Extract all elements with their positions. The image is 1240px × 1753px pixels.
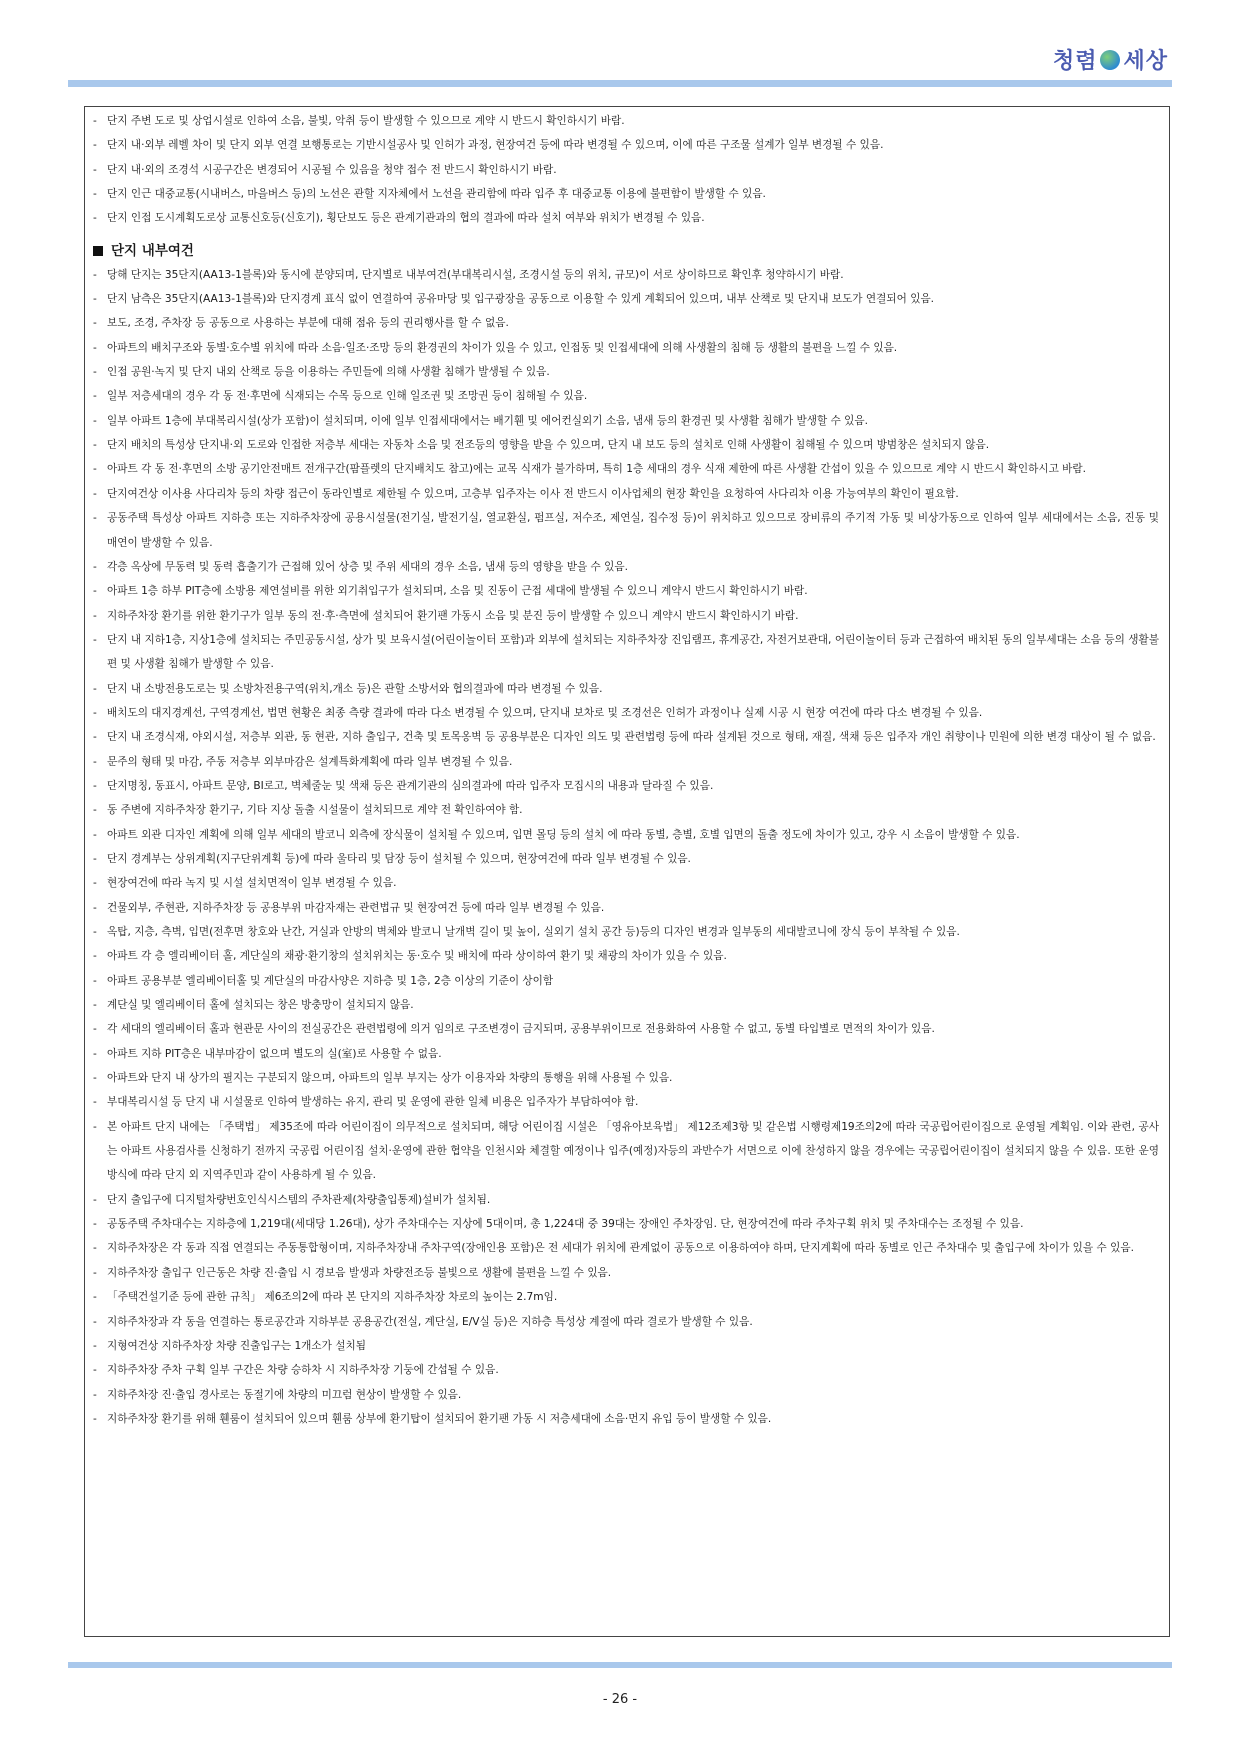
list-item: - 건물외부, 주현관, 지하주차장 등 공용부위 마감자재는 관련법규 및 현장여건 등에 따라 일부 변경될 수 있음. (93, 896, 1159, 920)
top-item-list (93, 109, 1159, 231)
list-item: - 단지 내·외부 레벨 차이 및 단지 외부 연결 보행통로는 기반시설공사 및 인허가 과정, 현장여건 등에 따라 변경될 수 있으며, 이에 따른 구조물 설계가 일부 변경될 수 있음. (93, 133, 1159, 157)
list-item: - 단지 인근 대중교통(시내버스, 마을버스 등)의 노선은 관할 지자체에서 노선을 관리함에 따라 입주 후 대중교통 이용에 불편함이 발생할 수 있음. (93, 182, 1159, 206)
square-bullet-icon (93, 246, 103, 256)
list-item: - 아파트와 단지 내 상가의 필지는 구분되지 않으며, 아파트의 일부 부지는 상가 이용자와 차량의 통행을 위해 사용될 수 있음. (93, 1066, 1159, 1090)
list-item: - 단지 인접 도시계획도로상 교통신호등(신호기), 횡단보도 등은 관계기관과의 협의 결과에 따라 설치 여부와 위치가 변경될 수 있음. (93, 206, 1159, 230)
list-item: - 공동주택 주차대수는 지하층에 1,219대(세대당 1.26대), 상가 주차대수는 지상에 5대이며, 총 1,224대 중 39대는 장애인 주차장임. 단, 현장여건에 따라 주차구획 위치 및 주차대수는 조정될 수 있음. (93, 1212, 1159, 1236)
list-item: - 지하주차장 주차 구획 일부 구간은 차량 승하차 시 지하주차장 기둥에 간섭될 수 있음. (93, 1358, 1159, 1382)
section-heading (93, 239, 1159, 263)
globe-icon (1100, 50, 1120, 70)
list-item: - 단지 배치의 특성상 단지내·외 도로와 인접한 저층부 세대는 자동차 소음 및 전조등의 영향을 받을 수 있으며, 단지 내 보도 등의 설치로 인해 사생활이 침해될 수 있으며 방범창은 설치되지 않음. (93, 433, 1159, 457)
list-item: - 「주택건설기준 등에 관한 규칙」 제6조의2에 따라 본 단지의 지하주차장 차로의 높이는 2.7m임. (93, 1285, 1159, 1309)
list-item: - 계단실 및 엘리베이터 홀에 설치되는 창은 방충망이 설치되지 않음. (93, 993, 1159, 1017)
list-item: - 단지 내·외의 조경석 시공구간은 변경되어 시공될 수 있음을 청약 접수 전 반드시 확인하시기 바람. (93, 158, 1159, 182)
list-item: - 공동주택 특성상 아파트 지하층 또는 지하주차장에 공용시설물(전기실, 발전기실, 열교환실, 펌프실, 저수조, 제연실, 집수정 등)이 위치하고 있으므로 장비류의 주기적 가동 및 비상가동으로 인하여 일부 세대에서는 소음, 진동 및 매연이 발생할 수 있음. (93, 506, 1159, 555)
logo-text-left: 청렴 (1052, 49, 1098, 74)
list-item: - 단지여건상 이사용 사다리차 등의 차량 접근이 동라인별로 제한될 수 있으며, 고층부 입주자는 이사 전 반드시 이사업체의 현장 확인을 요청하여 사다리차 이용 가능여부의 확인이 필요함. (93, 482, 1159, 506)
list-item: - 아파트 외관 디자인 계획에 의해 일부 세대의 발코니 외측에 장식물이 설치될 수 있으며, 입면 몰딩 등의 설치 에 따라 동별, 층별, 호별 입면의 돌출 정도에 차이가 있고, 강우 시 소음이 발생할 수 있음. (93, 823, 1159, 847)
content-box (84, 106, 1170, 1637)
list-item: - 지하주차장 환기를 위한 환기구가 일부 동의 전·후·측면에 설치되어 환기팬 가동시 소음 및 분진 등이 발생할 수 있으니 계약시 반드시 확인하시기 바람. (93, 604, 1159, 628)
list-item: - 단지 출입구에 디지털차량번호인식시스템의 주차관제(차량출입통제)설비가 설치됨. (93, 1188, 1159, 1212)
list-item: - 아파트 지하 PIT층은 내부마감이 없으며 별도의 실(室)로 사용할 수 없음. (93, 1042, 1159, 1066)
list-item: - 동 주변에 지하주차장 환기구, 기타 지상 돌출 시설물이 설치되므로 계약 전 확인하여야 함. (93, 798, 1159, 822)
list-item: - 일부 아파트 1층에 부대복리시설(상가 포함)이 설치되며, 이에 일부 인접세대에서는 배기휀 및 에어컨실외기 소음, 냄새 등의 환경권 및 사생활 침해가 발생할 수 있음. (93, 409, 1159, 433)
list-item: - 아파트의 배치구조와 동별·호수별 위치에 따라 소음·일조·조망 등의 환경권의 차이가 있을 수 있고, 인접동 및 인접세대에 의해 사생활의 침해 등 생활의 불편을 느낄 수 있음. (93, 336, 1159, 360)
list-item: - 아파트 1층 하부 PIT층에 소방용 제연설비를 위한 외기취입구가 설치되며, 소음 및 진동이 근접 세대에 발생될 수 있으니 계약시 반드시 확인하시기 바람. (93, 579, 1159, 603)
list-item: - 일부 저층세대의 경우 각 동 전·후면에 식재되는 수목 등으로 인해 일조권 및 조망권 등이 침해될 수 있음. (93, 384, 1159, 408)
list-item: - 각층 옥상에 무동력 및 동력 흡출기가 근접해 있어 상층 및 주위 세대의 경우 소음, 냄새 등의 영향을 받을 수 있음. (93, 555, 1159, 579)
list-item: - 지하주차장 진·출입 경사로는 동절기에 차량의 미끄럼 현상이 발생할 수 있음. (93, 1383, 1159, 1407)
page-number: - 26 - (602, 1692, 638, 1707)
list-item: - 옥탑, 지층, 측벽, 입면(전후면 창호와 난간, 거실과 안방의 벽체와 발코니 날개벽 길이 및 높이, 실외기 설치 공간 등)등의 디자인 변경과 일부동의 세대발코니에 장식 등이 부착될 수 있음. (93, 920, 1159, 944)
logo-text-right: 세상 (1123, 49, 1168, 74)
list-item: - 지하주차장 출입구 인근동은 차량 진·출입 시 경보음 발생과 차량전조등 불빛으로 생활에 불편을 느낄 수 있음. (93, 1261, 1159, 1285)
list-item: - 보도, 조경, 주차장 등 공동으로 사용하는 부분에 대해 점유 등의 권리행사를 할 수 없음. (93, 311, 1159, 335)
list-item: - 부대복리시설 등 단지 내 시설물로 인하여 발생하는 유지, 관리 및 운영에 관한 일체 비용은 입주자가 부담하여야 함. (93, 1090, 1159, 1114)
list-item: - 단지 내 조경식재, 야외시설, 저층부 외관, 동 현관, 지하 출입구, 건축 및 토목옹벽 등 공용부분은 디자인 의도 및 관련법령 등에 따라 설계된 것으로 형태, 재질, 색채 등은 입주자 개인 취향이나 민원에 의한 변경 대상이 될 수 없음. (93, 725, 1159, 749)
list-item: - 지형여건상 지하주차장 차량 진출입구는 1개소가 설치됨 (93, 1334, 1159, 1358)
list-item: - 단지 주변 도로 및 상업시설로 인하여 소음, 불빛, 악취 등이 발생할 수 있으므로 계약 시 반드시 확인하시기 바람. (93, 109, 1159, 133)
list-item: - 단지명칭, 동표시, 아파트 문양, BI로고, 벽체줄눈 및 색채 등은 관계기관의 심의결과에 따라 입주자 모집시의 내용과 달라질 수 있음. (93, 774, 1159, 798)
list-item: - 현장여건에 따라 녹지 및 시설 설치면적이 일부 변경될 수 있음. (93, 871, 1159, 895)
list-item: - 지하주차장과 각 동을 연결하는 통로공간과 지하부분 공용공간(전실, 계단실, E/V실 등)은 지하층 특성상 계절에 따라 결로가 발생할 수 있음. (93, 1310, 1159, 1334)
list-item: - 단지 내 지하1층, 지상1층에 설치되는 주민공동시설, 상가 및 보육시설(어린이놀이터 포함)과 외부에 설치되는 지하주차장 진입램프, 휴게공간, 자전거보관대, 어린이놀이터 등과 근접하여 배치된 동의 일부세대는 소음 등의 생활불편 및 사생활 침해가 발생할 수 있음. (93, 628, 1159, 677)
list-item: - 지하주차장은 각 동과 직접 연결되는 주동통합형이며, 지하주차장내 주차구역(장애인용 포함)은 전 세대가 위치에 관계없이 공동으로 이용하여야 하며, 단지계획에 따라 동별로 인근 주차대수 및 출입구에 차이가 있을 수 있음. (93, 1236, 1159, 1260)
list-item: - 배치도의 대지경계선, 구역경계선, 법면 현황은 최종 측량 결과에 따라 다소 변경될 수 있으며, 단지내 보차로 및 조경선은 인허가 과정이나 실제 시공 시 현장 여건에 따라 다소 변경될 수 있음. (93, 701, 1159, 725)
list-item: - 본 아파트 단지 내에는 「주택법」 제35조에 따라 어린이집이 의무적으로 설치되며, 해당 어린이집 시설은 「영유아보육법」 제12조제3항 및 같은법 시행령제19조의2에 따라 국공립어린이집으로 운영될 계획임. 이와 관련, 공사는 아파트 사용검사를 신청하기 전까지 국공립 어린이집 설치·운영에 관한 협약을 인천시와 체결할 예정이나 입주(예정)자등의 과반수가 서면으로 이에 찬성하지 않을 경우에는 국공립어린이집이 설치되지 않을 수 있음. 또한 운영방식에 따라 단지 외 지역주민과 같이 사용하게 될 수 있음. (93, 1115, 1159, 1188)
list-item: - 단지 내 소방전용도로는 및 소방차전용구역(위치,개소 등)은 관할 소방서와 협의결과에 따라 변경될 수 있음. (93, 677, 1159, 701)
list-item: - 아파트 각 층 엘리베이터 홀, 계단실의 채광·환기창의 설치위치는 동·호수 및 배치에 따라 상이하여 환기 및 채광의 차이가 있을 수 있음. (93, 944, 1159, 968)
list-item: - 인접 공원·녹지 및 단지 내외 산책로 등을 이용하는 주민들에 의해 사생활 침해가 발생될 수 있음. (93, 360, 1159, 384)
list-item: - 당해 단지는 35단지(AA13-1블록)와 동시에 분양되며, 단지별로 내부여건(부대복리시설, 조경시설 등의 위치, 규모)이 서로 상이하므로 확인후 청약하시기 바람. (93, 263, 1159, 287)
list-item: - 단지 경계부는 상위계획(지구단위계획 등)에 따라 울타리 및 담장 등이 설치될 수 있으며, 현장여건에 따라 일부 변경될 수 있음. (93, 847, 1159, 871)
list-item: - 지하주차장 환기를 위해 휀룸이 설치되어 있으며 휀룸 상부에 환기탑이 설치되어 환기팬 가동 시 저층세대에 소음·먼지 유입 등이 발생할 수 있음. (93, 1407, 1159, 1431)
section-item-list (93, 263, 1159, 1432)
header-divider (68, 80, 1172, 87)
list-item: - 아파트 각 동 전·후면의 소방 공기안전매트 전개구간(팜플렛의 단지배치도 참고)에는 교목 식재가 불가하며, 특히 1층 세대의 경우 식재 제한에 따른 사생활 간섭이 있을 수 있으므로 계약 시 반드시 확인하시고 바람. (93, 457, 1159, 481)
list-item: - 단지 남측은 35단지(AA13-1블록)와 단지경계 표식 없이 연결하여 공유마당 및 입구광장을 공동으로 이용할 수 있게 계획되어 있으며, 내부 산책로 및 단지내 보도가 연결되어 있음. (93, 287, 1159, 311)
list-item: - 문주의 형태 및 마감, 주동 저층부 외부마감은 설계특화계획에 따라 일부 변경될 수 있음. (93, 750, 1159, 774)
list-item: - 각 세대의 엘리베이터 홀과 현관문 사이의 전실공간은 관련법령에 의거 임의로 구조변경이 금지되며, 공용부위이므로 전용화하여 사용할 수 없고, 동별 타입별로 면적의 차이가 있음. (93, 1017, 1159, 1041)
footer-divider (68, 1662, 1172, 1668)
brand-logo (1053, 44, 1168, 75)
list-item: - 아파트 공용부분 엘리베이터홀 및 계단실의 마감사양은 지하층 및 1층, 2층 이상의 기준이 상이함 (93, 969, 1159, 993)
section-title: 단지 내부여건 (111, 242, 194, 259)
